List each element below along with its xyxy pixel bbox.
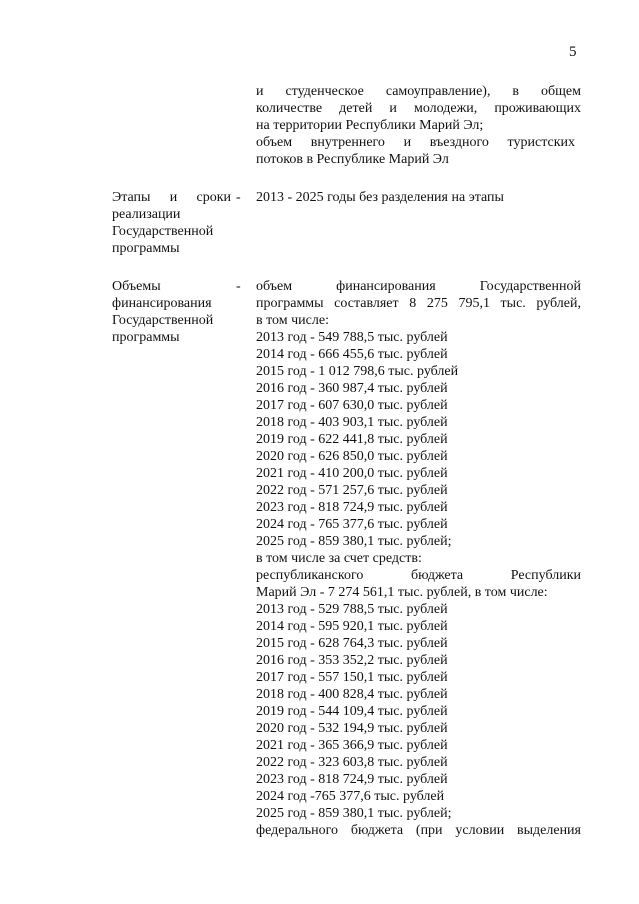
funding-line: программы составляет 8 275 795,1 тыс. рублей, xyxy=(256,296,581,311)
intro-line: количестве детей и молодежи, проживающих xyxy=(256,101,581,116)
funding-year-line: 2016 год - 360 987,4 тыс. рублей xyxy=(256,381,448,396)
funding-line: Марий Эл - 7 274 561,1 тыс. рублей, в том числе: xyxy=(256,585,548,600)
funding-year-line: 2016 год - 353 352,2 тыс. рублей xyxy=(256,653,448,668)
funding-year-line: 2022 год - 571 257,6 тыс. рублей xyxy=(256,483,448,498)
page-number: 5 xyxy=(569,44,577,60)
stages-dash: - xyxy=(236,190,241,205)
funding-year-line: 2021 год - 410 200,0 тыс. рублей xyxy=(256,466,448,481)
funding-label-line: программы xyxy=(112,330,180,345)
stages-label-line: Государственной xyxy=(112,224,214,239)
funding-label-line: Государственной xyxy=(112,313,214,328)
funding-dash: - xyxy=(236,279,241,294)
funding-year-line: 2014 год - 666 455,6 тыс. рублей xyxy=(256,347,448,362)
stages-label-line: Этапы и сроки xyxy=(112,190,231,205)
funding-line: федерального бюджета (при условии выделения xyxy=(256,823,581,838)
funding-line: объем финансирования Государственной xyxy=(256,279,581,294)
funding-year-line: 2022 год - 323 603,8 тыс. рублей xyxy=(256,755,448,770)
intro-line: объем внутреннего и въездного туристских xyxy=(256,135,575,150)
funding-year-line: 2025 год - 859 380,1 тыс. рублей; xyxy=(256,534,452,549)
funding-year-line: 2024 год - 765 377,6 тыс. рублей xyxy=(256,517,448,532)
funding-year-line: 2018 год - 400 828,4 тыс. рублей xyxy=(256,687,448,702)
funding-year-line: 2020 год - 626 850,0 тыс. рублей xyxy=(256,449,448,464)
funding-label-line: Объемы xyxy=(112,279,161,294)
funding-year-line: 2025 год - 859 380,1 тыс. рублей; xyxy=(256,806,452,821)
funding-year-line: 2023 год - 818 724,9 тыс. рублей xyxy=(256,772,448,787)
funding-year-line: 2020 год - 532 194,9 тыс. рублей xyxy=(256,721,448,736)
funding-label-line: финансирования xyxy=(112,296,212,311)
funding-year-line: 2014 год - 595 920,1 тыс. рублей xyxy=(256,619,448,634)
intro-line: на территории Республики Марий Эл; xyxy=(256,118,484,133)
funding-year-line: 2017 год - 607 630,0 тыс. рублей xyxy=(256,398,448,413)
funding-year-line: 2024 год -765 377,6 тыс. рублей xyxy=(256,789,445,804)
intro-line: и студенческое самоуправление), в общем xyxy=(256,84,581,99)
funding-year-line: 2018 год - 403 903,1 тыс. рублей xyxy=(256,415,448,430)
funding-year-line: 2015 год - 628 764,3 тыс. рублей xyxy=(256,636,448,651)
stages-value: 2013 - 2025 годы без разделения на этапы xyxy=(256,190,504,205)
funding-year-line: 2017 год - 557 150,1 тыс. рублей xyxy=(256,670,448,685)
funding-year-line: 2019 год - 622 441,8 тыс. рублей xyxy=(256,432,448,447)
funding-line: в том числе за счет средств: xyxy=(256,551,422,566)
intro-line: потоков в Республике Марий Эл xyxy=(256,152,449,167)
funding-line: в том числе: xyxy=(256,313,329,328)
funding-year-line: 2019 год - 544 109,4 тыс. рублей xyxy=(256,704,448,719)
stages-label-line: программы xyxy=(112,241,180,256)
funding-year-line: 2021 год - 365 366,9 тыс. рублей xyxy=(256,738,448,753)
funding-year-line: 2015 год - 1 012 798,6 тыс. рублей xyxy=(256,364,459,379)
funding-year-line: 2013 год - 529 788,5 тыс. рублей xyxy=(256,602,448,617)
funding-line: республиканского бюджета Республики xyxy=(256,568,581,583)
funding-year-line: 2023 год - 818 724,9 тыс. рублей xyxy=(256,500,448,515)
stages-label-line: реализации xyxy=(112,207,181,222)
funding-year-line: 2013 год - 549 788,5 тыс. рублей xyxy=(256,330,448,345)
